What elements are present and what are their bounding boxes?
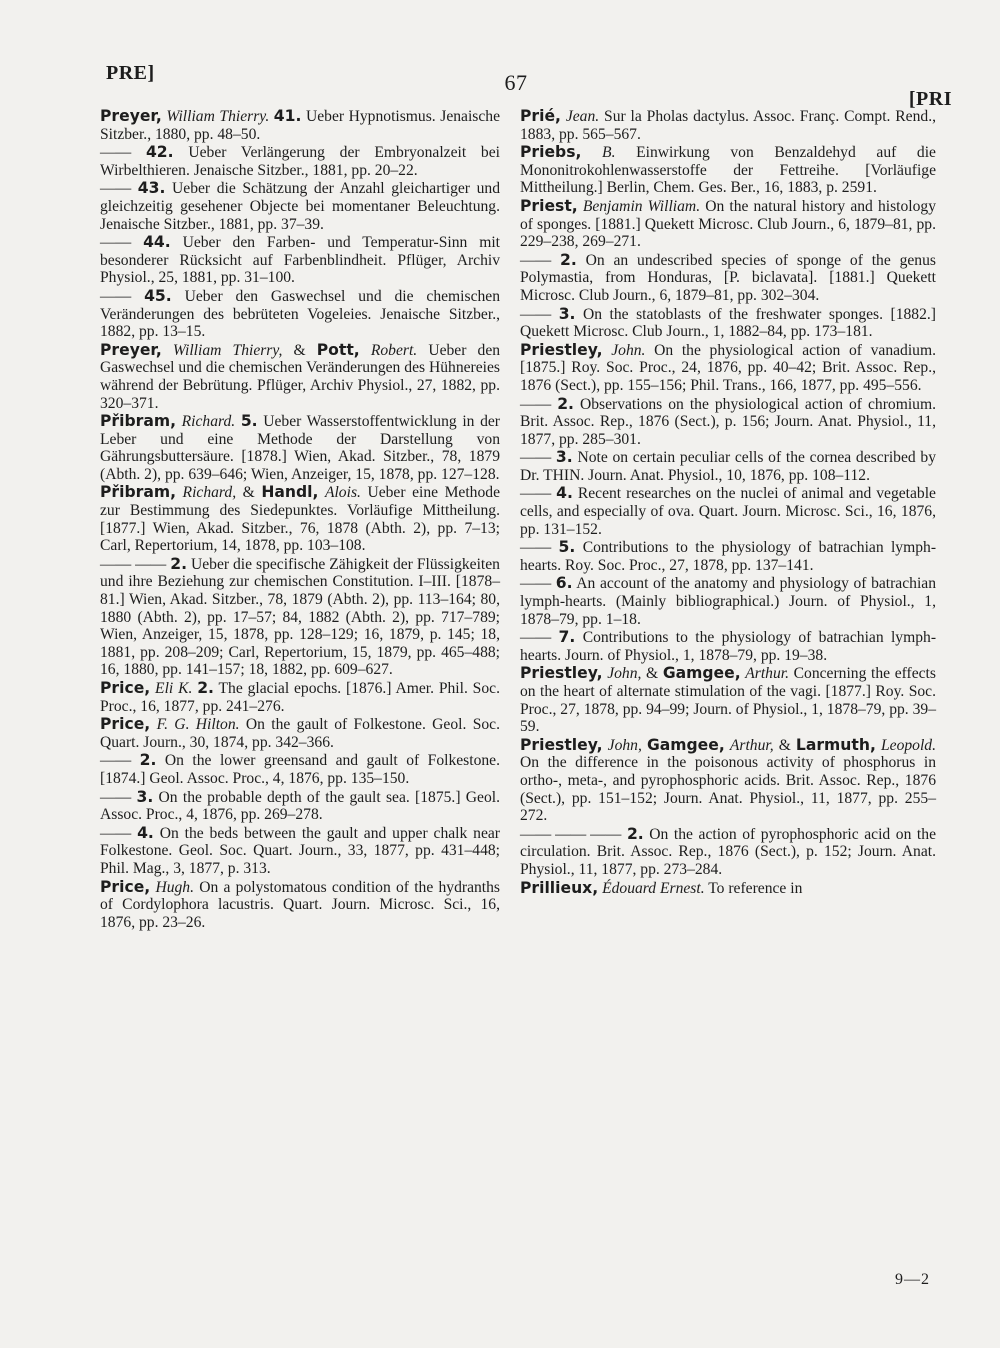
ditto-dash: ——	[100, 144, 132, 162]
entry-number: 4.	[137, 823, 154, 842]
author-surname: Přibram,	[100, 483, 177, 502]
author-given-name: Richard.	[181, 413, 236, 431]
bibliography-entry	[520, 665, 936, 735]
bibliography-entry	[100, 234, 500, 287]
coauthor-given-name: Arthur,	[729, 736, 774, 754]
coauthor-surname: Larmuth,	[795, 735, 876, 754]
bibliography-entry	[100, 342, 500, 412]
entry-number: 4.	[556, 484, 573, 503]
author-surname: Priest,	[520, 196, 578, 215]
entry-number: 2.	[139, 751, 157, 770]
entry-text: On the beds between the gault and upper chalk near Folkestone. Geol. Soc. Quart. Journ., 33, 1877, pp. 431–448; Phil. Mag., 3, 1877, p. 313.	[100, 824, 500, 877]
entry-number: 2.	[626, 824, 644, 843]
author-given-name: Jean.	[565, 108, 600, 125]
bibliography-entry	[100, 180, 500, 233]
entry-number: 41.	[273, 107, 302, 125]
entry-text: To reference in	[708, 879, 803, 897]
right-column	[520, 108, 936, 898]
bibliography-entry	[100, 879, 500, 932]
ditto-dash: ——	[100, 752, 132, 770]
entry-number: 5.	[558, 538, 576, 557]
coauthor-given-name: Alois.	[324, 484, 361, 502]
ditto-dash: ——	[520, 449, 552, 467]
entry-text: Ueber Hypnotismus. Jenaische Sitzber., 1880, pp. 48–50.	[100, 108, 500, 143]
entry-number: 5.	[240, 412, 258, 431]
author-surname: Price,	[100, 679, 151, 697]
ditto-dash: ——	[520, 251, 552, 269]
entry-text: On the physiological action of vanadium. [1875.] Roy. Soc. Proc., 24, 1876, pp. 40–42; Brit. Assoc. Rep., 1876 (Sect.), pp. 155–156; Phil. Trans., 166, 1877, pp. 495–556.	[520, 341, 936, 394]
author-given-name: John,	[607, 665, 642, 683]
entry-number: 3.	[555, 448, 573, 467]
ditto-dash: ——	[100, 287, 132, 305]
entry-text: An account of the anatomy and physiology of batrachian lymph-hearts. (Mainly bibliographical.) Journ. of Physiol., 1, 1878–79, pp. 1–18.	[520, 575, 937, 628]
author-surname: Priestley,	[520, 340, 603, 359]
running-head-left: PRE]	[106, 62, 155, 84]
entry-text: Recent researches on the nuclei of animal and vegetable cells, and especially of ova. Quart. Journ. Microsc. Sci., 16, 1876, pp. 131–152.	[520, 485, 936, 538]
author-surname: Preyer,	[100, 107, 162, 125]
entry-text: Sur la Pholas dactylus. Assoc. Franç. Compt. Rend., 1883, pp. 565–567.	[520, 108, 936, 143]
author-surname: Priestley,	[520, 735, 603, 754]
ditto-dash: ——	[520, 395, 552, 413]
ditto-dash: ——	[520, 575, 552, 593]
entry-text: On the natural history and histology of sponges. [1881.] Quekett Microsc. Club Journ., 6, 1879–81, pp. 229–238, 269–271.	[520, 197, 936, 251]
ditto-dash: ——	[100, 180, 132, 198]
entry-text: On the gault of Folkestone. Geol. Soc. Quart. Journ., 30, 1874, pp. 342–366.	[100, 716, 501, 751]
author-given-name: Richard,	[182, 484, 237, 502]
entry-number: 7.	[558, 628, 576, 647]
bibliography-entry	[520, 629, 936, 664]
entry-text: On the probable depth of the gault sea. [1875.] Geol. Assoc. Proc., 4, 1876, pp. 269–278.	[100, 788, 500, 824]
ampersand: &	[778, 736, 791, 754]
entry-number: 2.	[197, 679, 214, 697]
author-surname: Přibram,	[100, 412, 177, 431]
entry-text: On the action of pyrophosphoric acid on the circulation. Brit. Assoc. Rep., 1876 (Sect.), p. 152; Journ. Anat. Physiol., 11, 1877, pp. 273–284.	[520, 825, 936, 878]
bibliography-entry	[100, 484, 500, 554]
bibliography-entry	[100, 680, 500, 715]
bibliography-entry	[520, 306, 936, 341]
entry-number: 43.	[137, 179, 166, 198]
ditto-dash: —— —— ——	[520, 825, 622, 843]
author-given-name: Édouard Ernest.	[602, 879, 705, 897]
author-given-name: F. G. Hilton.	[156, 716, 240, 734]
author-surname: Price,	[100, 715, 151, 734]
author-surname: Prillieux,	[520, 878, 599, 897]
entry-number: 3.	[136, 787, 154, 806]
bibliography-entry	[520, 485, 936, 538]
signature-mark: 9—2	[895, 1271, 930, 1288]
entry-number: 2.	[170, 554, 188, 573]
entry-number: 45.	[144, 286, 172, 305]
left-column	[100, 108, 500, 932]
bibliography-entry	[100, 716, 500, 751]
entry-number: 2.	[557, 394, 574, 413]
entry-text: Contributions to the physiology of batrachian lymph-hearts. Journ. of Physiol., 1, 1878–79, pp. 19–38.	[520, 629, 937, 664]
ditto-dash: ——	[100, 824, 132, 842]
bibliography-entry	[100, 752, 500, 787]
entry-number: 2.	[560, 250, 577, 269]
bibliography-entry	[100, 288, 500, 341]
coauthor-given-name: Robert.	[370, 341, 418, 359]
entry-text: On the difference in the poisonous activity of phosphorus in ortho-, meta-, and pyrophosphoric acids. Brit. Assoc. Rep., 1876 (Sect.), pp. 151–152; Journ. Anat. Physiol., 11, 1877, pp. 255–272.	[520, 754, 936, 825]
entry-number: 3.	[558, 304, 576, 323]
ditto-dash: ——	[520, 539, 552, 557]
entry-text: Ueber den Gaswechsel und die chemischen Veränderungen des bebrüteten Vogeleies. Jenaische Sitzber., 1882, pp. 13–15.	[100, 287, 501, 341]
bibliography-entry	[100, 825, 500, 878]
author-given-name: B.	[602, 144, 616, 162]
author-given-name: Hugh.	[155, 878, 195, 896]
entry-text: Note on certain peculiar cells of the cornea described by Dr. THIN. Journ. Anat. Physiol., 10, 1876, pp. 108–112.	[520, 449, 936, 484]
bibliography-entry	[520, 144, 936, 197]
entry-text: On the lower greensand and gault of Folkestone. [1874.] Geol. Assoc. Proc., 4, 1876, pp. 135–150.	[100, 752, 500, 787]
ditto-dash: —— ——	[100, 555, 167, 573]
ampersand: &	[242, 484, 255, 502]
ampersand: &	[293, 341, 306, 359]
bibliography-entry	[100, 108, 500, 143]
bibliography-entry	[520, 575, 936, 628]
entry-text: Contributions to the physiology of batrachian lymph-hearts. Roy. Soc. Proc., 27, 1878, pp. 137–141.	[520, 539, 937, 574]
bibliography-entry	[100, 556, 500, 679]
ditto-dash: ——	[520, 629, 552, 647]
bibliography-entry	[520, 396, 936, 449]
coauthor-surname: Gamgee,	[646, 735, 725, 754]
entry-text: Einwirkung von Benzaldehyd auf die Mononitrokohlenwasserstoffe der Fettreihe. [Vorläufige Mittheilung.] Berlin, Chem. Ges. Ber., 16, 1883, p. 2591.	[520, 144, 936, 197]
coauthor-given-name: Arthur.	[745, 665, 790, 683]
bibliography-entry	[100, 789, 500, 824]
entry-text: Ueber eine Methode zur Bestimmung des Siedepunktes. Vorläufige Mittheilung. [1877.] Wien, Akad. Sitzber., 76, 1878 (Abth. 2), pp. 7–13; Carl, Repertorium, 14, 1878, pp. 103–108.	[100, 484, 500, 555]
entry-text: Ueber Wasserstoffentwicklung in der Leber und eine Methode der Darstellung von Gährungsbuttersäure. [1878.] Wien, Akad. Sitzber., 78, 1879 (Abth. 2), pp. 639–646; Wien, Anzeiger, 15, 1878, pp. 127–128.	[100, 413, 500, 483]
entry-text: On an undescribed species of sponge of the genus Polymastia, from Honduras, [P. biclavata]. [1881.] Quekett Microsc. Club Journ., 6, 1879–81, pp. 302–304.	[520, 251, 936, 304]
author-surname: Preyer,	[100, 340, 162, 359]
entry-number: 42.	[145, 143, 174, 162]
author-surname: Priebs,	[520, 143, 582, 162]
entry-text: Ueber Verlängerung der Embryonalzeit bei Wirbelthieren. Jenaische Sitzber., 1881, pp. 20–22.	[100, 144, 500, 179]
bibliography-entry	[100, 144, 500, 179]
ditto-dash: ——	[100, 234, 132, 252]
author-given-name: Eli K.	[155, 680, 193, 697]
coauthor-surname: Handl,	[261, 483, 319, 502]
bibliography-entry	[520, 342, 936, 395]
coauthor-given-name: Leopold.	[880, 736, 936, 754]
ampersand: &	[646, 665, 659, 683]
author-given-name: William Thierry.	[166, 108, 270, 125]
author-given-name: John,	[607, 736, 642, 754]
author-surname: Priestley,	[520, 664, 603, 683]
entry-text: Observations on the physiological action of chromium. Brit. Assoc. Rep., 1876 (Sect.), p. 156; Journ. Anat. Physiol., 11, 1877, pp. 285–301.	[520, 395, 936, 448]
bibliography-entry	[520, 108, 936, 143]
bibliography-entry	[100, 413, 500, 483]
entry-text: On a polystomatous condition of the hydranths of Cordylophora lacustris. Quart. Journ. Microsc. Sci., 16, 1876, pp. 23–26.	[100, 878, 500, 931]
ditto-dash: ——	[520, 305, 552, 323]
entry-text: Ueber die specifische Zähigkeit der Flüssigkeiten und ihre Beziehung zur chemischen Constitution. I–III. [1878–81.] Wien, Akad. Sitzber., 78, 1879 (Abth. 2), pp. 113–164; 80, 1880 (Abth. 2), pp. 17–57; 84, 1882 (Abth. 2), pp. 717–789; Wien, Anzeiger, 15, 1878, pp. 128–129; 16, 1879, p. 145; 18, 1881, pp. 208–209; Carl, Repertorium, 15, 1879, pp. 465–488; 16, 1880, pp. 141–157; 18, 1882, pp. 609–627.	[100, 555, 500, 679]
entry-text: Concerning the effects on the heart of alternate stimulation of the vagi. [1877.] Roy. Soc. Proc., 27, 1878, pp. 94–99; Journ. of Physiol., 1, 1878–79, pp. 39–59.	[520, 665, 936, 736]
running-head-right: [PRI	[908, 88, 952, 110]
author-given-name: Benjamin William.	[582, 197, 701, 215]
author-given-name: John.	[611, 341, 646, 359]
bibliography-entry	[520, 737, 936, 825]
bibliography-entry	[520, 539, 936, 574]
entry-text: Ueber den Gaswechsel und die chemischen Veränderungen des Hühnereies während der Bebrütung. Pflüger, Archiv Physiol., 27, 1882, pp. 320–371.	[100, 341, 501, 412]
coauthor-surname: Gamgee,	[662, 664, 741, 683]
bibliography-entry	[520, 449, 936, 484]
entry-text: Ueber die Schätzung der Anzahl gleichartiger und gleichzeitig gesehener Objecte bei momentaner Beleuchtung. Jenaische Sitzber., 1881, pp. 37–39.	[100, 180, 500, 233]
ditto-dash: ——	[100, 788, 132, 806]
page-number: 67	[504, 70, 528, 95]
author-surname: Prié,	[520, 107, 561, 125]
entry-number: 44.	[143, 233, 171, 252]
author-surname: Price,	[100, 877, 151, 896]
coauthor-surname: Pott,	[316, 340, 360, 359]
entry-text: Ueber den Farben- und Temperatur-Sinn mit besonderer Rücksicht auf Farbenblindheit. Pflüger, Archiv Physiol., 25, 1881, pp. 31–100.	[100, 234, 501, 287]
ditto-dash: ——	[520, 485, 552, 503]
entry-text: On the statoblasts of the freshwater sponges. [1882.] Quekett Microsc. Club Journ., 1, 1882–84, pp. 173–181.	[520, 305, 936, 341]
entry-text: The glacial epochs. [1876.] Amer. Phil. Soc. Proc., 16, 1877, pp. 241–276.	[100, 680, 500, 715]
bibliography-entry	[520, 880, 936, 898]
entry-number: 6.	[555, 574, 573, 593]
bibliography-entry	[520, 826, 936, 879]
author-given-name: William Thierry,	[172, 341, 283, 359]
bibliography-entry	[520, 198, 936, 251]
bibliography-entry	[520, 252, 936, 305]
